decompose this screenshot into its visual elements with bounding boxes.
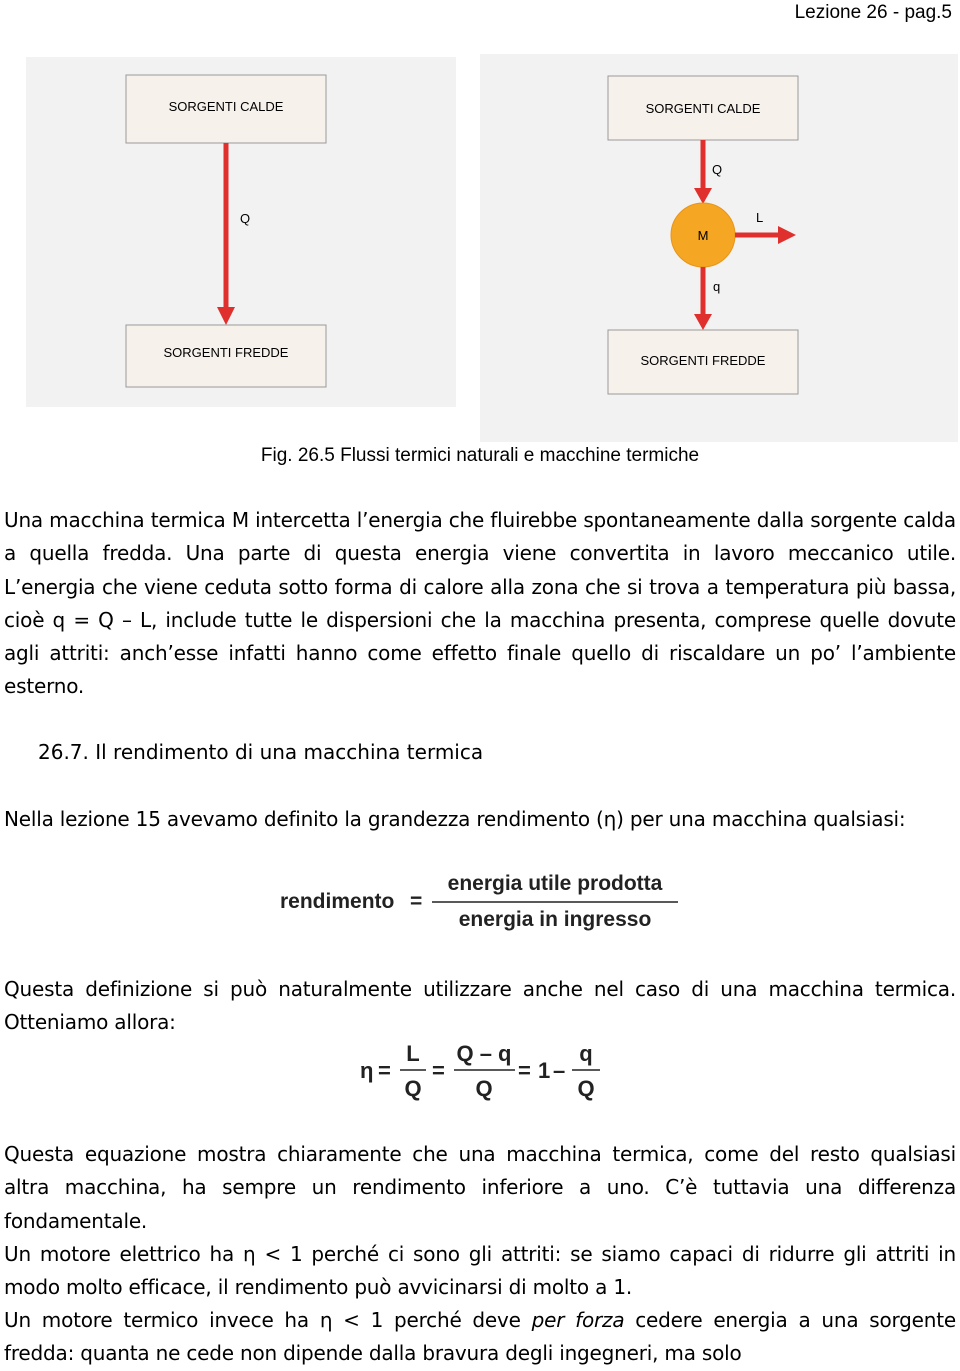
paragraph-6-start: Un motore termico invece ha η < 1 perché deve (4, 1308, 532, 1332)
figure-caption: Fig. 26.5 Flussi termici naturali e macchine termiche (260, 445, 700, 466)
svg-text:Q – q: Q – q (456, 1041, 512, 1066)
formula-numerator: energia utile prodotta (447, 872, 663, 895)
paragraph-6 (4, 1304, 956, 1371)
paragraph-1: Una macchina termica M intercetta l’energia che fluirebbe spontaneamente dalla sorgente calda a quella fredda. Una parte di questa energia viene convertita in lavoro meccanico utile. L’energia che viene ceduta sotto forma di calore alla zona che si trova a temperatura più bassa, cioè q = Q – L, include tutte le dispersioni che la macchina presenta, comprese quelle dovute agli attriti: anch’esse infatti hanno come effetto finale quello di riscaldare un po’ l’ambiente esterno. (4, 508, 956, 699)
hot-source-label: SORGENTI CALDE (168, 99, 284, 114)
section-title: 26.7. Il rendimento di una macchina termica (38, 740, 484, 764)
left-diagram (26, 57, 456, 407)
svg-text:Q: Q (404, 1076, 422, 1101)
paragraph-3: Questa definizione si può naturalmente utilizzare anche nel caso di una macchina termica. Otteniamo allora: (4, 977, 956, 1035)
work-label: L (756, 210, 764, 225)
svg-text:Q: Q (577, 1076, 595, 1101)
formula-equals: = (410, 890, 423, 913)
formula-lhs: rendimento (280, 890, 395, 913)
heat-out-label: q (713, 279, 721, 294)
svg-text:Q: Q (475, 1076, 493, 1101)
svg-text:=: = (432, 1058, 445, 1083)
paragraph-6-emphasis: per forza (531, 1308, 625, 1332)
formula-denominator: energia in ingresso (458, 908, 652, 931)
machine-label: M (697, 228, 709, 243)
efficiency-definition-formula (280, 866, 680, 936)
hot-source-label: SORGENTI CALDE (645, 101, 761, 116)
paragraph-6-end: cedere energia a una sorgente fredda: quanta ne cede non dipende dalla bravura degli ingegneri, ma solo (4, 1308, 956, 1366)
svg-text:L: L (406, 1041, 420, 1066)
svg-text:–: – (553, 1058, 566, 1083)
paragraph-5: Un motore elettrico ha η < 1 perché ci sono gli attriti: se siamo capaci di ridurre gli attriti in modo molto efficace, il rendimento può avvicinarsi di molto a 1. (4, 1242, 956, 1300)
svg-text:=: = (518, 1058, 531, 1083)
svg-text:=: = (378, 1058, 391, 1083)
svg-text:η: η (360, 1058, 374, 1083)
cold-source-label: SORGENTI FREDDE (640, 353, 766, 368)
heat-in-label: Q (712, 162, 723, 177)
right-diagram (480, 54, 958, 442)
thermal-efficiency-formula (358, 1036, 603, 1106)
svg-text:q: q (579, 1041, 593, 1066)
heat-flow-label: Q (240, 211, 251, 226)
page-header: Lezione 26 - pag.5 (794, 2, 952, 23)
cold-source-label: SORGENTI FREDDE (163, 345, 289, 360)
svg-text:1: 1 (538, 1058, 551, 1083)
paragraph-4: Questa equazione mostra chiaramente che una macchina termica, come del resto qualsiasi altra macchina, ha sempre un rendimento inferiore a uno. C’è tuttavia una differenza fondamentale. (4, 1142, 956, 1233)
paragraph-2: Nella lezione 15 avevamo definito la grandezza rendimento (η) per una macchina qualsiasi: (4, 807, 906, 831)
